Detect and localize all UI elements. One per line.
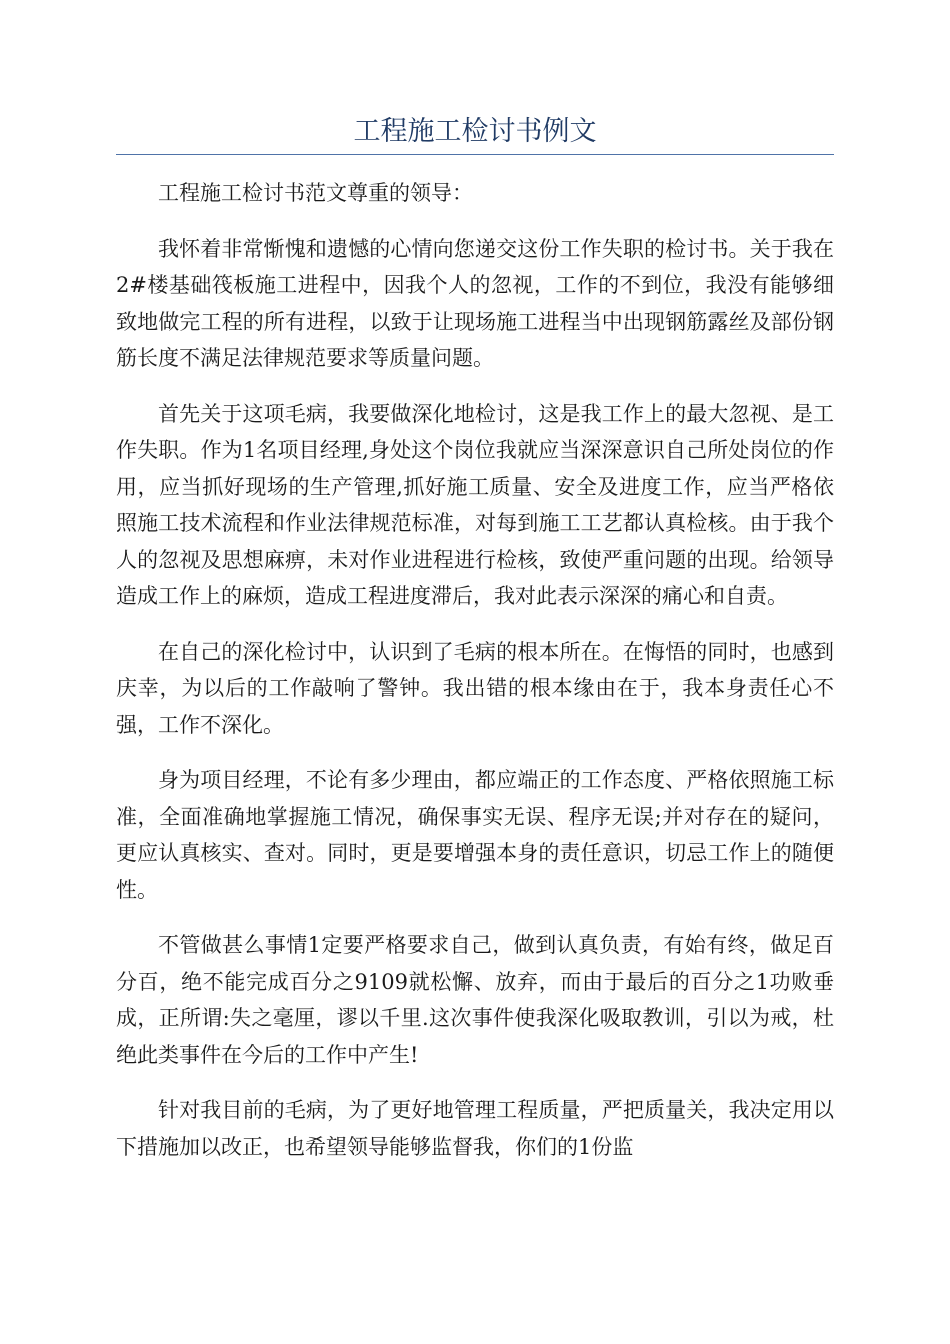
document-title: 工程施工检讨书例文 [353,116,597,147]
paragraph: 不管做甚么事情1定要严格要求自己，做到认真负责，有始有终，做足百分百，绝不能完成百分之9109就松懈、放弃，而由于最后的百分之1功败垂成，正所谓:失之毫厘，谬以千里.这次事件使我深化吸取教训，引以为戒，杜绝此类事件在今后的工作中产生! [116,933,834,1067]
paragraph: 在自己的深化检讨中，认识到了毛病的根本所在。在悔悟的同时，也感到庆幸，为以后的工作敲响了警钟。我出错的根本缘由在于，我本身责任心不强，工作不深化。 [116,639,834,737]
paragraph: 我怀着非常惭愧和遗憾的心情向您递交这份工作失职的检讨书。关于我在2#楼基础筏板施工进程中，因我个人的忽视，工作的不到位，我没有能够细致地做完工程的所有进程，以致于让现场施工进程当中出现钢筋露丝及部份钢筋长度不满足法律规范要求等质量问题。 [116,236,834,370]
paragraph-salutation: 工程施工检讨书范文尊重的领导： [158,181,473,205]
paragraph: 身为项目经理，不论有多少理由，都应端正的工作态度、严格依照施工标准，全面准确地掌握施工情况，确保事实无误、程序无误;并对存在的疑问，更应认真核实、查对。同时，更是要增强本身的责任意识，切忌工作上的随便性。 [116,768,834,902]
title-underline [116,154,834,155]
paragraph: 首先关于这项毛病，我要做深化地检讨，这是我工作上的最大忽视、是工作失职。作为1名项目经理,身处这个岗位我就应当深深意识自己所处岗位的作用，应当抓好现场的生产管理,抓好施工质量、安全及进度工作，应当严格依照施工技术流程和作业法律规范标准，对每到施工工艺都认真检核。由于我个人的忽视及思想麻痹，未对作业进程进行检核，致使严重问题的出现。给领导造成工作上的麻烦，造成工程进度滞后，我对此表示深深的痛心和自责。 [116,401,834,608]
document-body [116,175,834,1184]
paragraph: 针对我目前的毛病，为了更好地管理工程质量，严把质量关，我决定用以下措施加以改正，也希望领导能够监督我，你们的1份监 [116,1098,834,1159]
